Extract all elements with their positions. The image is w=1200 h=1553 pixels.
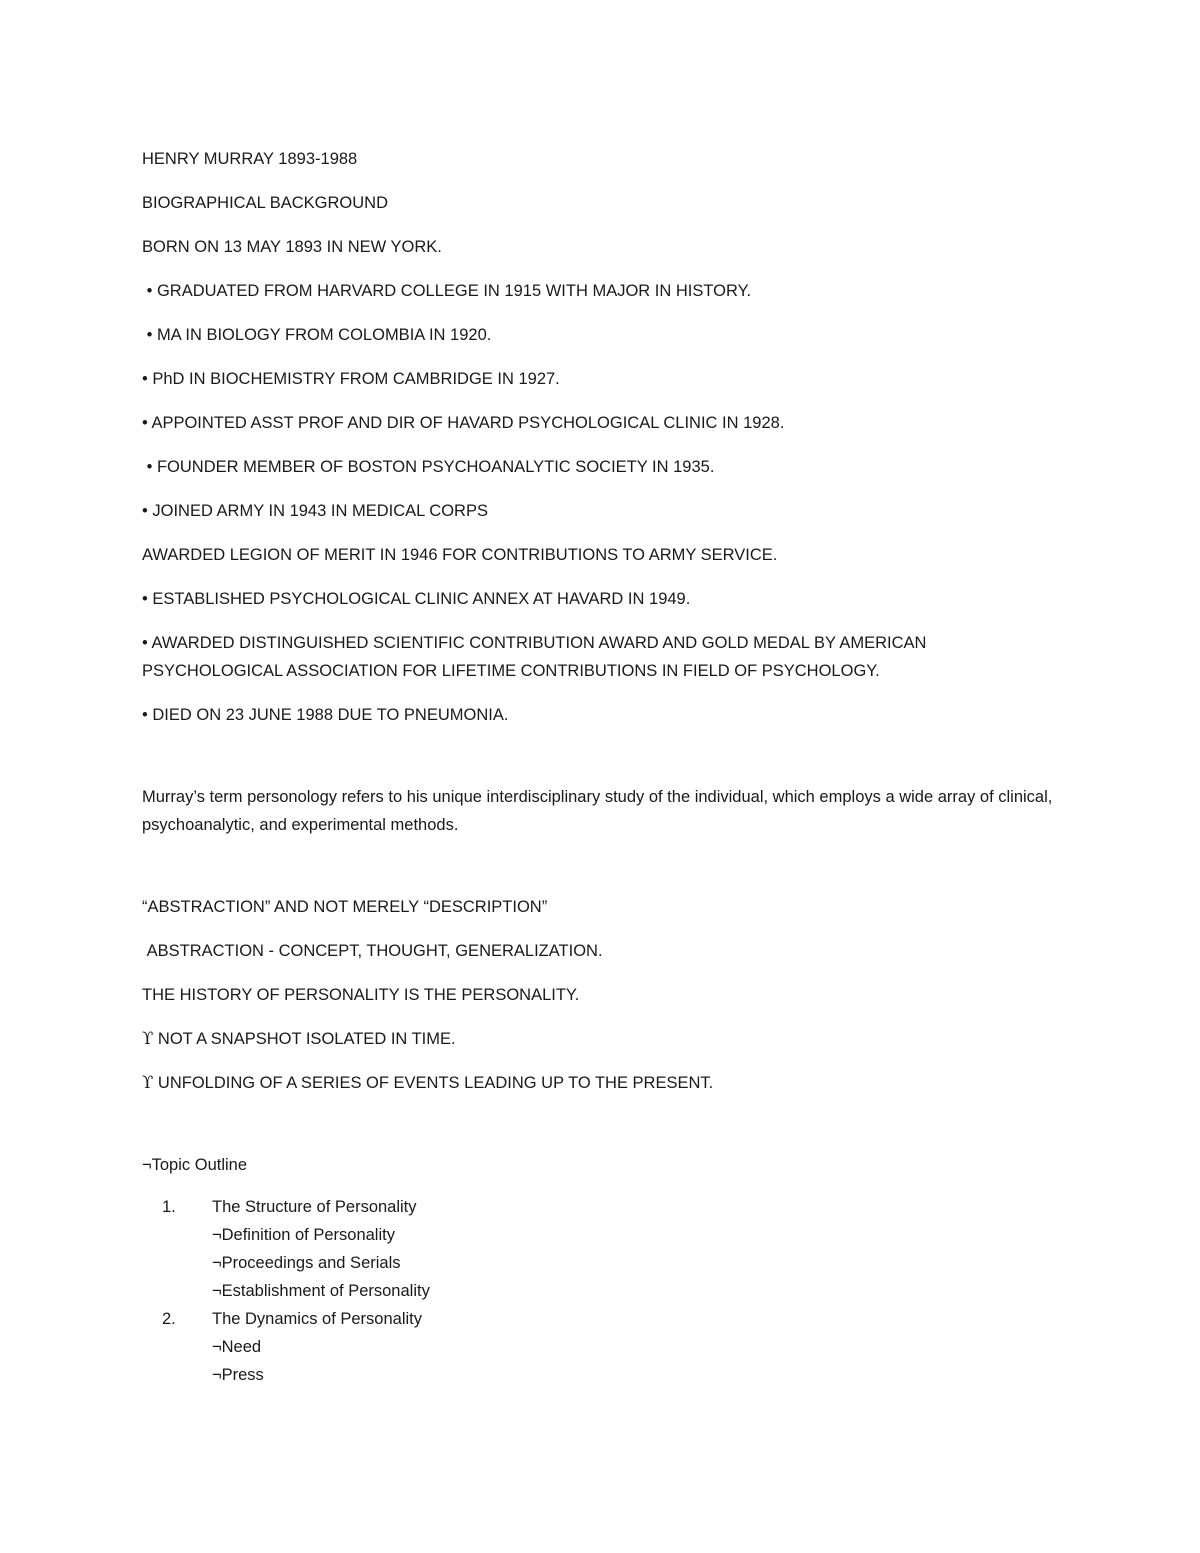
document-body <box>142 145 1062 1389</box>
snapshot-line <box>142 1025 1062 1053</box>
snapshot-text: NOT A SNAPSHOT ISOLATED IN TIME. <box>153 1030 456 1048</box>
abstraction-definition: ABSTRACTION - CONCEPT, THOUGHT, GENERALIZATION. <box>142 942 603 960</box>
bullet-founder: • FOUNDER MEMBER OF BOSTON PSYCHOANALYTIC SOCIETY IN 1935. <box>142 458 715 476</box>
awarded-legion-line: AWARDED LEGION OF MERIT IN 1946 FOR CONTRIBUTIONS TO ARMY SERVICE. <box>142 546 778 564</box>
outline-item <box>142 1305 1062 1389</box>
topic-outline-list <box>142 1193 1062 1389</box>
outline-subitem: ¬Need <box>212 1338 262 1356</box>
personology-paragraph: Murray’s term personology refers to his unique interdisciplinary study of the individual, which employs a wide array of clinical, psychoanalytic, and experimental methods. <box>142 788 1053 834</box>
bullet-died: • DIED ON 23 JUNE 1988 DUE TO PNEUMONIA. <box>142 706 509 724</box>
outline-item <box>142 1193 1062 1305</box>
outline-subitem: ¬Press <box>212 1366 264 1384</box>
unfolding-text: UNFOLDING OF A SERIES OF EVENTS LEADING UP TO THE PRESENT. <box>153 1074 714 1092</box>
bullet-harvard: • GRADUATED FROM HARVARD COLLEGE IN 1915 WITH MAJOR IN HISTORY. <box>142 282 752 300</box>
abstraction-heading: “ABSTRACTION” AND NOT MERELY “DESCRIPTION” <box>142 898 548 916</box>
outline-subitem: ¬Establishment of Personality <box>212 1282 430 1300</box>
outline-number: 2. <box>162 1310 176 1328</box>
outline-number: 1. <box>162 1198 176 1216</box>
outline-item-label: The Structure of Personality <box>212 1198 417 1216</box>
outline-item-label: The Dynamics of Personality <box>212 1310 422 1328</box>
upsilon-bullet-icon: ϒ <box>142 1029 154 1048</box>
bullet-phd: • PhD IN BIOCHEMISTRY FROM CAMBRIDGE IN 1927. <box>142 370 560 388</box>
bullet-established: • ESTABLISHED PSYCHOLOGICAL CLINIC ANNEX AT HAVARD IN 1949. <box>142 590 691 608</box>
outline-subitem: ¬Proceedings and Serials <box>212 1254 401 1272</box>
upsilon-bullet-icon: ϒ <box>142 1073 154 1092</box>
bullet-army: • JOINED ARMY IN 1943 IN MEDICAL CORPS <box>142 502 488 520</box>
history-line: THE HISTORY OF PERSONALITY IS THE PERSONALITY. <box>142 986 580 1004</box>
doc-title: HENRY MURRAY 1893-1988 <box>142 150 358 168</box>
bullet-appointed: • APPOINTED ASST PROF AND DIR OF HAVARD PSYCHOLOGICAL CLINIC IN 1928. <box>142 414 785 432</box>
bullet-award-gold: • AWARDED DISTINGUISHED SCIENTIFIC CONTRIBUTION AWARD AND GOLD MEDAL BY AMERICAN PSYCHOLOGICAL ASSOCIATION FOR LIFETIME CONTRIBUTIONS IN FIELD OF PSYCHOLOGY. <box>142 634 927 680</box>
unfolding-line <box>142 1069 1062 1097</box>
born-line: BORN ON 13 MAY 1893 IN NEW YORK. <box>142 238 442 256</box>
bullet-ma-biology: • MA IN BIOLOGY FROM COLOMBIA IN 1920. <box>142 326 492 344</box>
outline-subitem: ¬Definition of Personality <box>212 1226 395 1244</box>
topic-outline-heading: ¬Topic Outline <box>142 1156 248 1174</box>
section-heading-bio: BIOGRAPHICAL BACKGROUND <box>142 194 389 212</box>
